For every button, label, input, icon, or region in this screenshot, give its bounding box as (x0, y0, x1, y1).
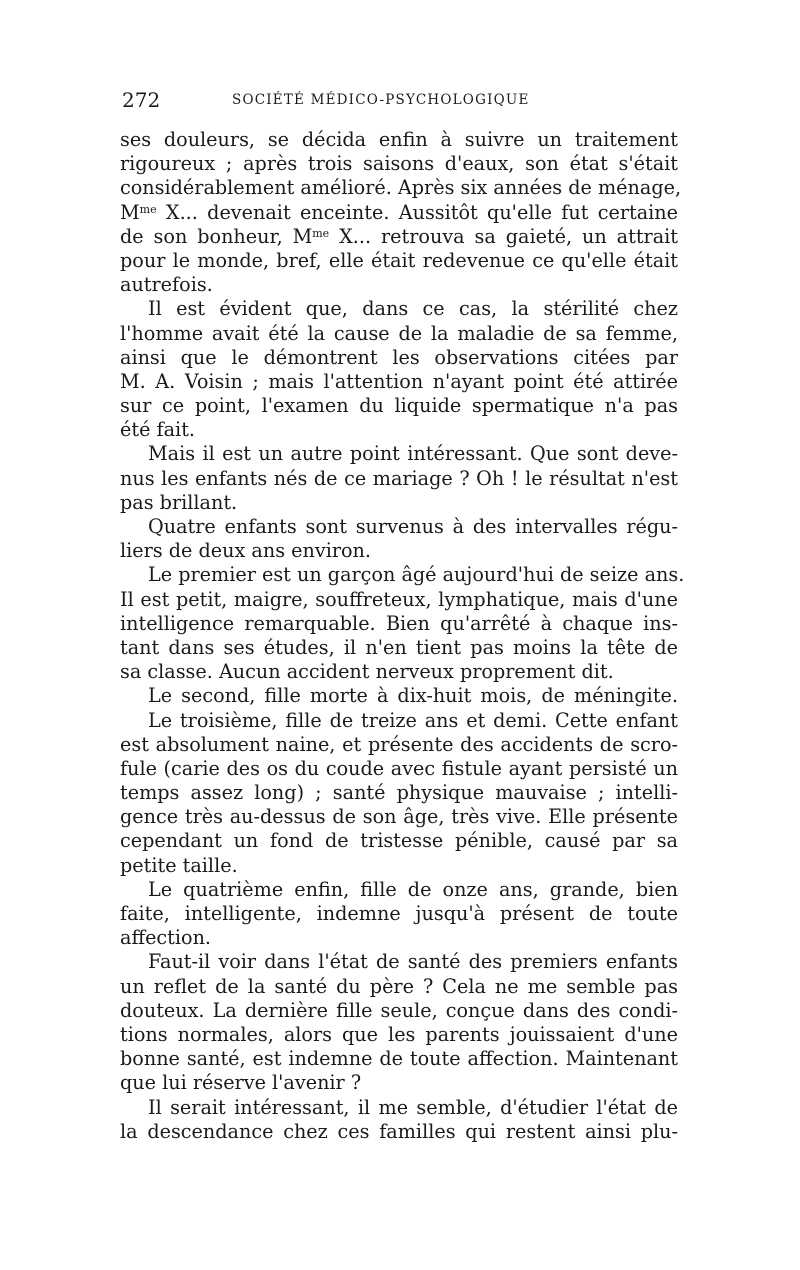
text-line: fule (carie des os du coude avec fistule ayant persisté un (120, 756, 678, 780)
text-line: affection. (120, 926, 212, 950)
text-line: Le premier est un garçon âgé aujourd'hui de seize ans. (148, 563, 685, 587)
text-line: bonne santé, est indemne de toute affection. Maintenant (120, 1047, 678, 1071)
text-line: $M^{me}$ X... devenait enceinte. Aussitôt qu'elle fut certaine (120, 200, 678, 224)
text-line: est absolument naine, et présente des accidents de scro- (120, 732, 678, 756)
text-line: sa classe. Aucun accident nerveux proprement dit. (120, 660, 614, 684)
text-line: Mais il est un autre point intéressant. Que sont deve- (148, 442, 678, 466)
text-line: liers de deux ans environ. (120, 539, 372, 563)
text-line: la descendance chez ces familles qui restent ainsi plu- (120, 1119, 678, 1143)
text-line: tions normales, alors que les parents jouissaient d'une (120, 1022, 678, 1046)
text-line: considérablement amélioré. Après six années de ménage, (120, 176, 682, 200)
text-line: rigoureux ; après trois saisons d'eaux, son état s'était (120, 152, 678, 176)
text-line: été fait. (120, 418, 196, 442)
text-line: gence très au-dessus de son âge, très vive. Elle présente (120, 805, 678, 829)
text-line: Quatre enfants sont survenus à des intervalles régu- (148, 515, 678, 538)
text-line: douteux. La dernière fille seule, conçue dans des condi- (120, 998, 678, 1022)
running-header (120, 88, 678, 118)
text-line: que lui réserve l'avenir ? (120, 1071, 362, 1095)
text-line: petite taille. (120, 853, 238, 877)
text-line: Le troisième, fille de treize ans et demi. Cette enfant (148, 708, 678, 732)
text-line: nus les enfants nés de ce mariage ? Oh ! le résultat n'est (120, 466, 678, 490)
text-line: Faut-il voir dans l'état de santé des premiers enfants (148, 950, 678, 974)
body-text (120, 128, 685, 1144)
text-line: sur ce point, l'examen du liquide spermatique n'a pas (120, 394, 678, 418)
page-number: 272 (122, 88, 161, 112)
text-line: temps assez long) ; santé physique mauvaise ; intelli- (120, 781, 678, 805)
text-line: faite, intelligente, indemne jusqu'à présent de toute (120, 902, 678, 925)
text-line: M. A. Voisin ; mais l'attention n'ayant point été attirée (120, 369, 678, 393)
text-line: de son bonheur, $M^{me}$ X... retrouva sa gaieté, un attrait (120, 224, 679, 248)
text-line: Le second, fille morte à dix-huit mois, de méningite. (148, 684, 678, 708)
text-line: cependant un fond de tristesse pénible, causé par sa (120, 829, 678, 853)
text-line: pas brillant. (120, 490, 238, 514)
text-line: ainsi que le démontrent les observations citées par (120, 345, 678, 369)
text-line: ses douleurs, se décida enfin à suivre un traitement (120, 128, 678, 151)
text-line: Il est évident que, dans ce cas, la stérilité chez (148, 297, 678, 321)
book-page (120, 88, 685, 1144)
text-line: autrefois. (120, 273, 213, 297)
text-line: Le quatrième enfin, fille de onze ans, grande, bien (148, 877, 678, 901)
text-line: pour le monde, bref, elle était redevenue ce qu'elle était (120, 248, 678, 272)
text-line: intelligence remarquable. Bien qu'arrêté à chaque ins- (120, 611, 678, 635)
running-title: SOCIÉTÉ MÉDICO-PSYCHOLOGIQUE (232, 92, 530, 108)
text-line: un reflet de la santé du père ? Cela ne me semble pas (120, 974, 678, 998)
text-line: l'homme avait été la cause de la maladie de sa femme, (120, 321, 678, 345)
text-line: Il serait intéressant, il me semble, d'étudier l'état de (148, 1095, 678, 1119)
text-line: Il est petit, maigre, souffreteux, lymphatique, mais d'une (120, 587, 678, 611)
text-line: tant dans ses études, il n'en tient pas moins la tête de (120, 635, 678, 659)
